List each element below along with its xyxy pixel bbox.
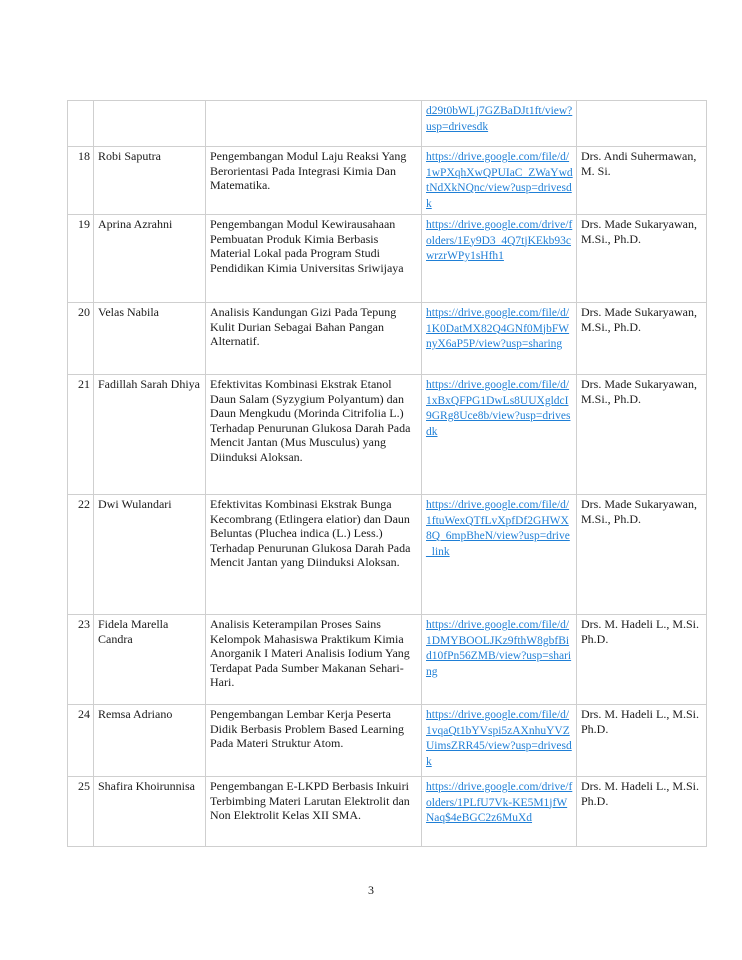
supervisor: Drs. Made Sukaryawan, M.Si., Ph.D.	[577, 495, 707, 615]
row-number: 20	[68, 303, 94, 375]
row-number: 24	[68, 705, 94, 777]
drive-link[interactable]: d29t0bWLj7GZBaDJt1ft/view?usp=drivesdk	[426, 105, 573, 133]
drive-link[interactable]: https://drive.google.com/file/d/1vqaQt1bYVspi5zAXnhuYVZUimsZRR45/view?usp=drivesdk	[426, 709, 572, 768]
thesis-table	[67, 100, 707, 847]
table-row	[68, 615, 707, 705]
supervisor: Drs. Made Sukaryawan, M.Si., Ph.D.	[577, 303, 707, 375]
supervisor: Drs. M. Hadeli L., M.Si. Ph.D.	[577, 705, 707, 777]
page-number: 3	[368, 883, 374, 897]
row-number: 18	[68, 147, 94, 215]
link-cell	[422, 101, 577, 147]
student-name: Dwi Wulandari	[94, 495, 206, 615]
row-number: 19	[68, 215, 94, 303]
student-name: Fadillah Sarah Dhiya	[94, 375, 206, 495]
thesis-title: Efektivitas Kombinasi Ekstrak Etanol Daun Salam (Syzygium Polyantum) dan Daun Mengkudu (Morinda Citrifolia L.) Terhadap Penurunan Glukosa Darah Pada Mencit Jantan (Mus Musculus) yang Diinduksi Aloksan.	[206, 375, 422, 495]
drive-link[interactable]: https://drive.google.com/file/d/1DMYBOOLJKz9fthW8gbfBid10fPn56ZMB/view?usp=sharing	[426, 619, 572, 678]
student-name: Remsa Adriano	[94, 705, 206, 777]
thesis-title: Analisis Kandungan Gizi Pada Tepung Kulit Durian Sebagai Bahan Pangan Alternatif.	[206, 303, 422, 375]
supervisor	[577, 101, 707, 147]
drive-link[interactable]: https://drive.google.com/file/d/1wPXqhXwQPUIaC_ZWaYwdtNdXkNQnc/view?usp=drivesdk	[426, 151, 573, 210]
student-name	[94, 101, 206, 147]
drive-link[interactable]: https://drive.google.com/drive/folders/1Ey9D3_4Q7tjKEkb93cwrzrWPy1sHfh1	[426, 219, 573, 262]
supervisor: Drs. M. Hadeli L., M.Si. Ph.D.	[577, 615, 707, 705]
thesis-title: Analisis Keterampilan Proses Sains Kelompok Mahasiswa Praktikum Kimia Anorganik I Materi Analisis Iodium Yang Terdapat Pada Sumber Makanan Sehari-Hari.	[206, 615, 422, 705]
table-row	[68, 147, 707, 215]
thesis-title: Pengembangan Modul Kewirausahaan Pembuatan Produk Kimia Berbasis Material Lokal pada Program Studi Pendidikan Kimia Universitas Sriwijaya	[206, 215, 422, 303]
link-cell	[422, 215, 577, 303]
row-number: 23	[68, 615, 94, 705]
link-cell	[422, 705, 577, 777]
supervisor: Drs. Made Sukaryawan, M.Si., Ph.D.	[577, 375, 707, 495]
table-row	[68, 303, 707, 375]
table-row	[68, 777, 707, 847]
thesis-title: Pengembangan E-LKPD Berbasis Inkuiri Terbimbing Materi Larutan Elektrolit dan Non Elektrolit Kelas XII SMA.	[206, 777, 422, 847]
student-name: Velas Nabila	[94, 303, 206, 375]
row-number: 22	[68, 495, 94, 615]
supervisor: Drs. M. Hadeli L., M.Si. Ph.D.	[577, 777, 707, 847]
supervisor: Drs. Made Sukaryawan, M.Si., Ph.D.	[577, 215, 707, 303]
thesis-title	[206, 101, 422, 147]
thesis-title: Pengembangan Lembar Kerja Peserta Didik Berbasis Problem Based Learning Pada Materi Struktur Atom.	[206, 705, 422, 777]
row-number: 25	[68, 777, 94, 847]
drive-link[interactable]: https://drive.google.com/file/d/1xBxQFPG1DwLs8UUXgldcI9GRg8Uce8b/view?usp=drivesdk	[426, 379, 571, 438]
link-cell	[422, 495, 577, 615]
student-name: Aprina Azrahni	[94, 215, 206, 303]
student-name: Fidela Marella Candra	[94, 615, 206, 705]
table-row	[68, 495, 707, 615]
student-name: Robi Saputra	[94, 147, 206, 215]
table-row	[68, 375, 707, 495]
link-cell	[422, 777, 577, 847]
link-cell	[422, 303, 577, 375]
drive-link[interactable]: https://drive.google.com/file/d/1K0DatMX82Q4GNf0MjbFWnyX6aP5P/view?usp=sharing	[426, 307, 570, 350]
table-body	[68, 101, 707, 847]
link-cell	[422, 375, 577, 495]
student-name: Shafira Khoirunnisa	[94, 777, 206, 847]
supervisor: Drs. Andi Suhermawan, M. Si.	[577, 147, 707, 215]
table-row	[68, 705, 707, 777]
thesis-title: Pengembangan Modul Laju Reaksi Yang Berorientasi Pada Integrasi Kimia Dan Matematika.	[206, 147, 422, 215]
drive-link[interactable]: https://drive.google.com/file/d/1ftuWexQTfLvXpfDf2GHWX8Q_6mpBheN/view?usp=drive_link	[426, 499, 570, 558]
drive-link[interactable]: https://drive.google.com/drive/folders/1PLfU7Vk-KE5M1jfWNaq$4eBGC2z6MuXd	[426, 781, 573, 824]
table-row	[68, 215, 707, 303]
row-number	[68, 101, 94, 147]
row-number: 21	[68, 375, 94, 495]
table-row	[68, 101, 707, 147]
thesis-title: Efektivitas Kombinasi Ekstrak Bunga Kecombrang (Etlingera elatior) dan Daun Beluntas (Pluchea indica (L.) Less.) Terhadap Penurunan Glukosa Darah Pada Mencit Jantan yang Diinduksi Aloksan.	[206, 495, 422, 615]
link-cell	[422, 147, 577, 215]
link-cell	[422, 615, 577, 705]
